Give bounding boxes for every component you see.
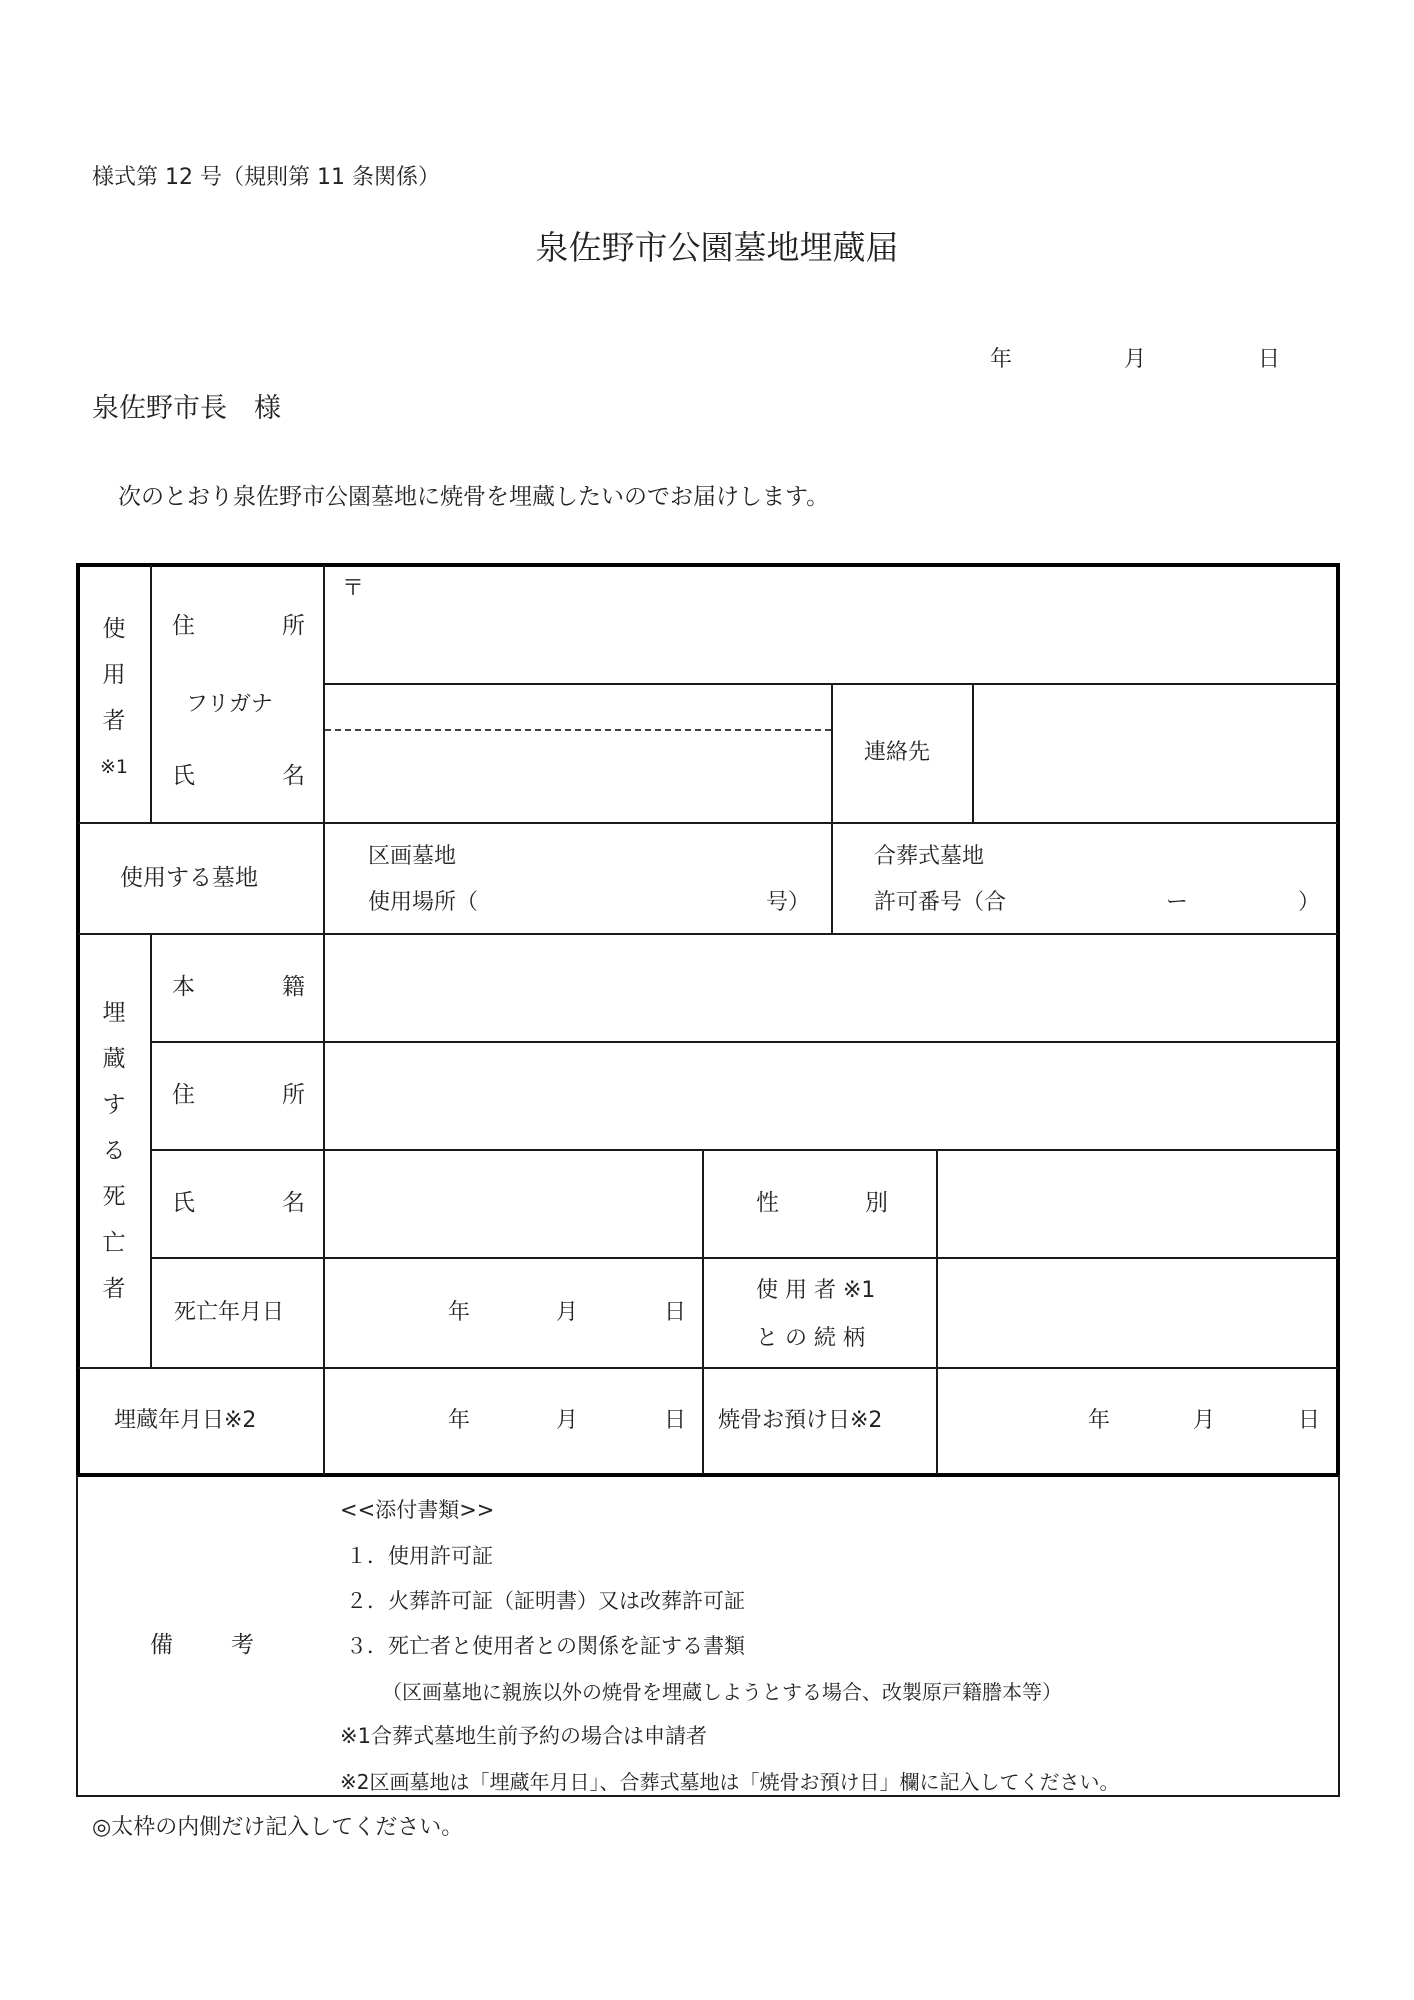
table-border-bottom-thick: [76, 1473, 1340, 1477]
plot-location-input[interactable]: [500, 886, 750, 920]
user-address-input[interactable]: [326, 600, 1336, 680]
deceased-address-input[interactable]: [326, 1044, 1336, 1148]
deceased-section-label: 埋 蔵 す る 死 亡 者: [102, 1000, 126, 1302]
permit-number-dash: ー: [1166, 890, 1189, 915]
vline: [323, 565, 325, 1475]
shared-grave-title: 合葬式墓地: [874, 844, 985, 869]
permit-number-close: ）: [1298, 890, 1321, 915]
user-name-input[interactable]: [326, 734, 830, 820]
permit-number-input-b[interactable]: [1192, 886, 1292, 920]
furigana-input[interactable]: [326, 686, 830, 726]
plot-grave-title: 区画墓地: [368, 844, 457, 869]
user-address-label: 住 所: [172, 613, 305, 639]
table-border-top: [76, 563, 1340, 567]
hline: [150, 1149, 1338, 1151]
footer-note: ◎太枠の内側だけ記入してください。: [92, 1815, 464, 1840]
burial-date-input[interactable]: 年 月 日: [448, 1408, 686, 1433]
attachment-item-3-note: （区画墓地に親族以外の焼骨を埋蔵しようとする場合、改製原戸籍謄本等）: [382, 1680, 1062, 1704]
vline: [831, 684, 833, 934]
gender-label: 性 別: [756, 1190, 888, 1216]
grave-section-label: 使用する墓地: [120, 865, 258, 891]
note-1: ※1合葬式墓地生前予約の場合は申請者: [340, 1724, 707, 1748]
page-title: 泉佐野市公園墓地埋蔵届: [535, 228, 899, 267]
attachment-item-3: ３．死亡者と使用者との関係を証する書類: [346, 1634, 745, 1658]
deceased-name-input[interactable]: [326, 1152, 700, 1256]
furigana-label: フリガナ: [186, 692, 273, 717]
plot-location-prefix: 使用場所（: [368, 890, 479, 915]
intro-text: 次のとおり泉佐野市公園墓地に焼骨を埋蔵したいのでお届けします。: [118, 484, 830, 510]
attachment-item-2: ２．火葬許可証（証明書）又は改葬許可証: [346, 1589, 745, 1613]
furigana-dashed-line: [325, 729, 831, 731]
deceased-name-label: 氏 名: [172, 1190, 305, 1216]
notes-border-bottom: [76, 1795, 1340, 1797]
hline: [78, 933, 1338, 935]
deposit-date-input[interactable]: 年 月 日: [1088, 1408, 1320, 1433]
form-number: 様式第 12 号（規則第 11 条関係）: [92, 165, 440, 190]
table-border-left: [76, 563, 80, 1475]
contact-input[interactable]: [975, 686, 1335, 820]
postal-mark: 〒: [342, 576, 365, 601]
notes-border-right: [1338, 1475, 1340, 1797]
death-date-input[interactable]: 年 月 日: [448, 1300, 686, 1325]
vline: [150, 565, 152, 823]
attachments-heading: <<添付書類>>: [340, 1498, 495, 1522]
hline: [150, 1041, 1338, 1043]
hline: [78, 822, 1338, 824]
contact-label: 連絡先: [864, 740, 931, 765]
relation-input[interactable]: [939, 1260, 1335, 1366]
date-month-label: 月: [1123, 347, 1146, 372]
notes-border-left: [76, 1475, 78, 1797]
date-year-label: 年: [990, 347, 1013, 372]
gender-input[interactable]: [939, 1152, 1335, 1256]
table-border-right: [1336, 563, 1340, 1475]
vline: [936, 1150, 938, 1474]
attachment-item-1: １．使用許可証: [346, 1544, 493, 1568]
hline: [78, 1367, 1338, 1369]
note-2: ※2区画墓地は「埋蔵年月日」、合葬式墓地は「焼骨お預け日」欄に記入してください。: [340, 1770, 1120, 1794]
vline: [972, 684, 974, 823]
hline: [150, 1257, 1338, 1259]
date-day-label: 日: [1257, 347, 1280, 372]
plot-location-suffix: 号）: [766, 890, 811, 915]
vline: [150, 934, 152, 1368]
notes-label: 備 考: [150, 1632, 254, 1658]
user-name-label: 氏 名: [172, 763, 305, 789]
addressee: 泉佐野市長 様: [92, 393, 281, 424]
domicile-input[interactable]: [326, 936, 1336, 1040]
vline: [702, 1150, 704, 1474]
submission-date[interactable]: [990, 342, 1280, 373]
relation-label-line1: 使 用 者 ※1: [756, 1278, 876, 1303]
burial-date-label: 埋蔵年月日※2: [114, 1408, 257, 1433]
death-date-label: 死亡年月日: [174, 1300, 285, 1325]
deceased-address-label: 住 所: [172, 1082, 305, 1108]
permit-number-prefix: 許可番号（合: [874, 890, 1007, 915]
user-section-label: 使 用 者 ※1: [99, 616, 128, 778]
relation-label-line2: と の 続 柄: [756, 1326, 865, 1351]
domicile-label: 本 籍: [172, 974, 305, 1000]
permit-number-input-a[interactable]: [1030, 886, 1160, 920]
deposit-date-label: 焼骨お預け日※2: [718, 1408, 883, 1433]
